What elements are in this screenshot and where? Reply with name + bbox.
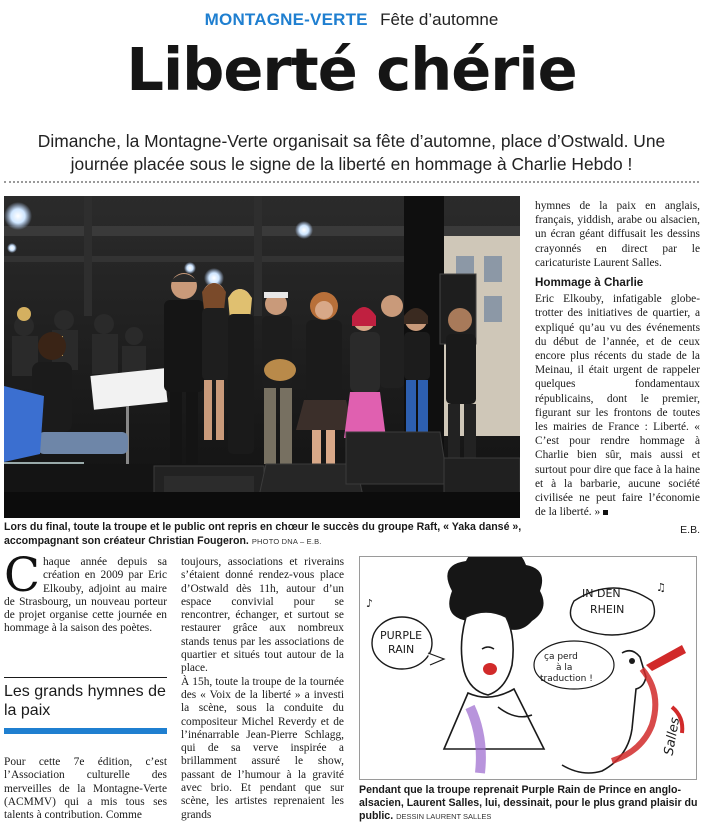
bubble-left-line-2: RAIN bbox=[388, 643, 415, 656]
end-mark-icon bbox=[603, 510, 608, 515]
subhead-title: Les grands hymnes de la paix bbox=[4, 683, 166, 719]
music-note-icon-2: ♫ bbox=[656, 581, 666, 594]
kicker-subtitle: Fête d’automne bbox=[380, 10, 499, 29]
chapo: Dimanche, la Montagne-Verte organisait sa fête d’automne, place d’Ostwald. Une journée placée sous le signe de la liberté en hommage à Charlie Hebdo ! bbox=[37, 131, 666, 174]
box-text: Pour cette 7e édition, c’est l’Association culturelle des merveilles de la Montagne-Verte (ACMMV) qui a mis tous ses talents à contribution. Comme bbox=[4, 756, 167, 822]
dotted-divider bbox=[4, 181, 699, 183]
right-column bbox=[535, 199, 700, 538]
right-column-paragraph-1: hymnes de la paix en anglais, français, yiddish, arabe ou alsacien, un écran géant diffusait les dessins crayonnés en direct par le caricaturiste Laurent Salles. bbox=[535, 200, 700, 269]
bubble-right-line-2: RHEIN bbox=[590, 603, 625, 616]
bubble-mid-line-1: ça perd bbox=[544, 652, 578, 662]
photo-credit: PHOTO DNA – E.B. bbox=[251, 537, 322, 546]
column-2-paragraph-2: À 15h, toute la troupe de la tournée des « Voix de la liberté » a investi la scène, sous la conduite du compositeur Michel Reverdy et de l’inénarrable Jean-Pierre Schlagg, qui de sa verve inspirée a brillamment assuré le show, passant de l’humour à la gravité avec brio. Et pendant que sur scène, les artistes reprenaient les grands bbox=[181, 675, 344, 821]
cartoon-caption-text: Pendant que la troupe reprenait Purple Rain de Prince en anglo-alsacien, Laurent Salles, lui, dessinait, pour le plus grand plaisir du public. bbox=[359, 784, 698, 822]
subhead-box bbox=[4, 677, 167, 734]
stage-photo bbox=[4, 196, 520, 518]
cartoon-credit: DESSIN LAURENT SALLES bbox=[396, 812, 492, 821]
blue-accent-bar bbox=[4, 728, 167, 734]
author-signature: E.B. bbox=[680, 524, 700, 537]
article-column-2 bbox=[181, 556, 344, 822]
right-column-paragraph-2 bbox=[535, 292, 700, 519]
artist-signature: Salles bbox=[661, 716, 684, 757]
music-note-icon: ♪ bbox=[366, 597, 374, 610]
cartoon-caption bbox=[359, 784, 699, 823]
section-label[interactable]: MONTAGNE-VERTE bbox=[204, 10, 368, 29]
cartoon-drawing bbox=[359, 556, 697, 780]
photo-caption-text: Lors du final, toute la troupe et le public ont repris en chœur le succès du groupe Raft, « Yaka dansé », accompagnant son créateur Christian Fougeron. bbox=[4, 521, 522, 547]
column-1-text: haque année depuis sa création en 2009 par Eric Elkouby, adjoint au maire de Strasbourg, un nouveau porteur de projet organise cette journée en hommage à la saison des poètes. bbox=[4, 556, 167, 635]
right-column-paragraph-2-text: Eric Elkouby, infatigable globe-trotter des initiatives de quartier, a expliqué qu’au vu des événements du début de l’année, et de ceux encore plus récents du stade de la Meinau, il était urgent de rappeler quelques fondamentaux républicains, dont le premier, figurant sur les frontons de toutes les mairies de France : Liberté. « C’est pour rendre hommage à Charlie bien sûr, mais aussi et surtout pour dire que face à la haine et à la barbarie, aucune société civilisée ne peut faire l’économie de la liberté. » bbox=[535, 293, 700, 519]
cartoon-illustration bbox=[360, 557, 696, 779]
photo-caption bbox=[4, 520, 524, 549]
bubble-mid-line-3: traduction ! bbox=[540, 674, 593, 684]
drop-cap: C bbox=[4, 548, 40, 603]
kicker bbox=[0, 10, 703, 30]
article-column-1 bbox=[4, 548, 167, 636]
stage-photo-illustration bbox=[4, 196, 520, 518]
bubble-mid-line-2: à la bbox=[556, 663, 573, 673]
bubble-left-line-1: PURPLE bbox=[380, 629, 423, 642]
bubble-right-line-1: IN DEN bbox=[582, 587, 621, 600]
intertitle: Hommage à Charlie bbox=[535, 276, 644, 290]
headline: Liberté chérie bbox=[126, 35, 577, 104]
article-column-1-continued bbox=[4, 756, 167, 822]
column-2-paragraph-1: toujours, associations et riverains s’étaient donné rendez-vous place d’Ostwald dès 11h, autour d’un espace convivial pour se rencontrer, échanger, et surtout se restaurer grâce aux nombreux stands tenus par les associations de quartier et situés tout autour de la place. bbox=[181, 556, 344, 675]
